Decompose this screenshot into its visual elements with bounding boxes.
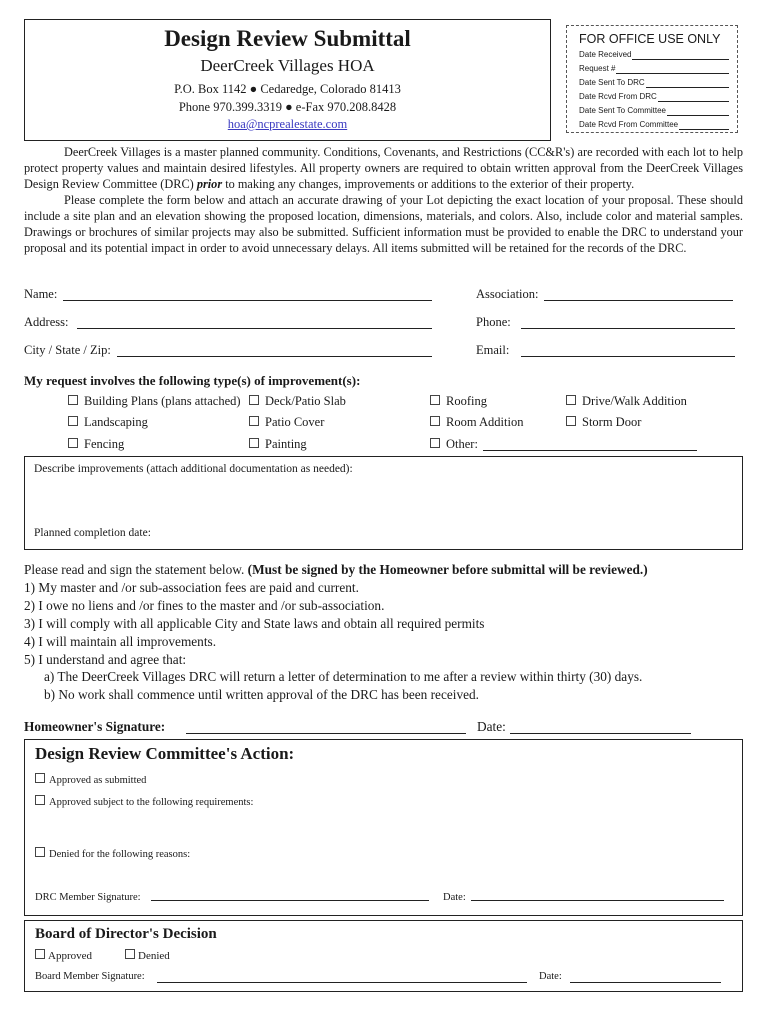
checkbox-icon <box>566 416 576 426</box>
checkbox-icon <box>35 795 45 805</box>
board-date-field[interactable] <box>570 982 721 983</box>
checkbox-deck-patio-slab[interactable]: Deck/Patio Slab <box>249 394 346 409</box>
board-approved-checkbox[interactable]: Approved <box>35 949 92 962</box>
checkbox-icon <box>249 416 259 426</box>
board-title: Board of Director's Decision <box>35 926 217 942</box>
drc-title: Design Review Committee's Action: <box>35 744 295 763</box>
form-title: Design Review Submittal <box>164 26 411 51</box>
intro-paragraph-1: DeerCreek Villages is a master planned community. Conditions, Covenants, and Restrictions (CC&R's) are recorded with each lot to help protect property values and maintain desired lifestyles. All property owners are required to obtain written approval from the DeerCreek Villages Design Review Committee (DRC) prior to making any changes, improvements or additions to the exterior of their property. <box>24 145 743 191</box>
intro-paragraph-2: Please complete the form below and attach an accurate drawing of your Lot depicting the exact location of your proposal. These should include a site plan and an elevation showing the proposed location, dimensions, materials, and colors. Also, include color and material samples. Drawings or brochures of similar projects may also be submitted. Sufficient information must be provided to enable the DRC to understand your proposal and its potential impact in order to avoid unnecessary delays. All items submitted will be retained for the records of the DRC. <box>24 193 743 255</box>
address-field[interactable] <box>77 328 432 329</box>
phone-label: Phone: <box>476 315 511 329</box>
office-row-date-sent-drc: Date Sent To DRC <box>579 78 729 88</box>
board-denied-checkbox[interactable]: Denied <box>125 949 170 962</box>
city-state-zip-label: City / State / Zip: <box>24 343 111 357</box>
email-link[interactable]: hoa@ncprealestate.com <box>227 117 348 131</box>
checkbox-icon <box>68 416 78 426</box>
address-label: Address: <box>24 315 69 329</box>
hoa-name: DeerCreek Villages HOA <box>200 56 375 75</box>
checkbox-roofing[interactable]: Roofing <box>430 394 487 409</box>
drc-date-field[interactable] <box>471 900 724 901</box>
checkbox-landscaping[interactable]: Landscaping <box>68 415 148 430</box>
checkbox-icon <box>430 395 440 405</box>
statement-item-1: 1) My master and /or sub-association fees are paid and current. <box>24 580 359 595</box>
phone-fax: Phone 970.399.3319 ● e-Fax 970.208.8428 <box>178 100 397 114</box>
drc-member-signature-field[interactable] <box>151 900 429 901</box>
homeowner-signature-label: Homeowner's Signature: <box>24 719 166 734</box>
checkbox-icon <box>35 847 45 857</box>
name-label: Name: <box>24 287 58 301</box>
checkbox-icon <box>68 438 78 448</box>
statement-item-3: 3) I will comply with all applicable City and State laws and obtain all required permits <box>24 616 485 631</box>
homeowner-date-label: Date: <box>477 719 506 734</box>
drc-date-label: Date: <box>443 892 466 903</box>
completion-date-label: Planned completion date: <box>34 527 151 539</box>
statement-item-5: 5) I understand and agree that: <box>24 652 187 667</box>
checkbox-icon <box>68 395 78 405</box>
office-use-title: FOR OFFICE USE ONLY <box>579 32 721 46</box>
board-member-signature-label: Board Member Signature: <box>35 971 145 982</box>
checkbox-icon <box>430 438 440 448</box>
statement-subitem-b: b) No work shall commence until written approval of the DRC has been received. <box>44 687 479 702</box>
checkbox-fencing[interactable]: Fencing <box>68 437 124 452</box>
checkbox-patio-cover[interactable]: Patio Cover <box>249 415 324 430</box>
homeowner-date-field[interactable] <box>510 733 691 734</box>
checkbox-painting[interactable]: Painting <box>249 437 307 452</box>
drc-denied-checkbox[interactable]: Denied for the following reasons: <box>35 847 190 860</box>
checkbox-icon <box>249 395 259 405</box>
office-row-date-received: Date Received <box>579 50 729 60</box>
checkbox-icon <box>249 438 259 448</box>
statement-intro: Please read and sign the statement below. (Must be signed by the Homeowner before submittal will be reviewed.) <box>24 562 648 577</box>
office-row-date-rcvd-drc: Date Rcvd From DRC <box>579 92 729 102</box>
office-row-date-sent-committee: Date Sent To Committee <box>579 106 729 116</box>
association-field[interactable] <box>544 300 733 301</box>
drc-approved-subject-checkbox[interactable]: Approved subject to the following requirements: <box>35 795 253 808</box>
checkbox-other[interactable]: Other: <box>430 437 478 452</box>
checkbox-storm-door[interactable]: Storm Door <box>566 415 641 430</box>
office-row-date-rcvd-committee: Date Rcvd From Committee <box>579 120 729 130</box>
drc-action-box <box>24 739 743 916</box>
drc-approved-checkbox[interactable]: Approved as submitted <box>35 773 146 786</box>
name-field[interactable] <box>63 300 432 301</box>
email-label: Email: <box>476 343 510 357</box>
association-label: Association: <box>476 287 539 301</box>
mailing-address: P.O. Box 1142 ● Cedaredge, Colorado 81413 <box>174 82 401 96</box>
describe-label: Describe improvements (attach additional documentation as needed): <box>34 463 353 475</box>
describe-improvements-box[interactable] <box>24 456 743 550</box>
checkbox-icon <box>35 773 45 783</box>
checkbox-drive-walk-addition[interactable]: Drive/Walk Addition <box>566 394 687 409</box>
statement-item-2: 2) I owe no liens and /or fines to the master and /or sub-association. <box>24 598 385 613</box>
office-use-box <box>566 25 738 133</box>
checkbox-icon <box>430 416 440 426</box>
checkbox-icon <box>35 949 45 959</box>
improvements-heading: My request involves the following type(s) of improvement(s): <box>24 373 361 388</box>
statement-subitem-a: a) The DeerCreek Villages DRC will return a letter of determination to me after a review within thirty (30) days. <box>44 669 643 684</box>
city-state-zip-field[interactable] <box>117 356 432 357</box>
statement-item-4: 4) I will maintain all improvements. <box>24 634 217 649</box>
phone-field[interactable] <box>521 328 735 329</box>
homeowner-signature-field[interactable] <box>186 733 466 734</box>
board-date-label: Date: <box>539 971 562 982</box>
drc-member-signature-label: DRC Member Signature: <box>35 892 141 903</box>
board-member-signature-field[interactable] <box>157 982 527 983</box>
board-decision-box <box>24 920 743 992</box>
email-field[interactable] <box>521 356 735 357</box>
checkbox-room-addition[interactable]: Room Addition <box>430 415 523 430</box>
header-box <box>24 19 551 141</box>
checkbox-building-plans[interactable]: Building Plans (plans attached) <box>68 394 241 409</box>
office-row-request-number: Request # <box>579 64 729 74</box>
other-field[interactable] <box>483 450 697 451</box>
checkbox-icon <box>125 949 135 959</box>
checkbox-icon <box>566 395 576 405</box>
